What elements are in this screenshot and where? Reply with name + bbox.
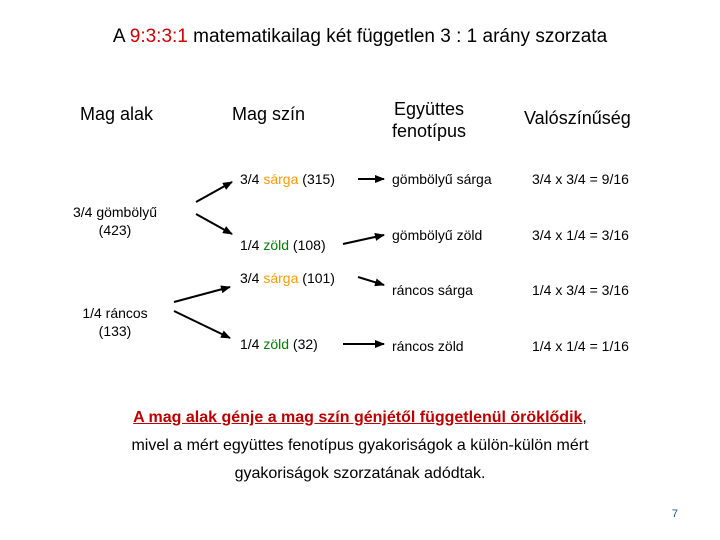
header-seed-shape: Mag alak xyxy=(80,104,154,124)
shape-round-count: (423) xyxy=(98,222,132,238)
title-ratio: 9:3:3:1 xyxy=(129,26,188,47)
shape-wrinkled-text: 1/4 ráncos xyxy=(82,305,148,321)
phenotype-row-2: gömbölyű zöld xyxy=(392,227,483,243)
arrow-round-to-yellow xyxy=(196,182,232,202)
color-count: (108) xyxy=(289,237,326,253)
probability-row-4: 1/4 x 1/4 = 1/16 xyxy=(532,338,629,354)
color-fraction: 3/4 xyxy=(240,270,264,286)
shape-round-text: 3/4 gömbölyű xyxy=(72,204,158,220)
shape-wrinkled-count: (133) xyxy=(98,323,132,339)
header-seed-color: Mag szín xyxy=(232,104,306,124)
header-probability: Valószínűség xyxy=(524,108,631,128)
color-word: zöld xyxy=(263,237,290,253)
conclusion-comma: , xyxy=(582,409,587,426)
arrow-row2-to-phenotype xyxy=(343,235,384,244)
phenotype-row-4: ráncos zöld xyxy=(392,338,464,354)
arrow-round-to-green xyxy=(196,214,232,234)
color-fraction: 1/4 xyxy=(240,336,264,352)
conclusion xyxy=(0,404,720,488)
page-number: 7 xyxy=(671,508,678,520)
color-count: (32) xyxy=(289,336,318,352)
arrow-wrinkled-to-yellow xyxy=(174,287,230,302)
color-count: (101) xyxy=(298,270,335,286)
header-combined-line1: Együttes xyxy=(393,99,465,119)
probability-row-1: 3/4 x 3/4 = 9/16 xyxy=(532,171,629,187)
probability-row-2: 3/4 x 1/4 = 3/16 xyxy=(532,227,629,243)
probability-row-3: 1/4 x 3/4 = 3/16 xyxy=(532,282,629,298)
title-suffix: matematikailag két független 3 : 1 arány szorzata xyxy=(187,26,608,47)
title-prefix: A xyxy=(112,26,130,47)
conclusion-line-2: mivel a mért együttes fenotípus gyakoriságok a külön-külön mért xyxy=(131,437,589,454)
header-combined-line2: fenotípus xyxy=(391,121,467,141)
color-fraction: 1/4 xyxy=(240,237,264,253)
color-fraction: 3/4 xyxy=(240,171,264,187)
conclusion-line-1 xyxy=(0,404,720,432)
conclusion-line-3: gyakoriságok szorzatának adódtak. xyxy=(234,465,486,482)
phenotype-row-3: ráncos sárga xyxy=(392,282,473,298)
phenotype-row-1: gömbölyű sárga xyxy=(392,171,492,187)
arrow-row3-to-phenotype xyxy=(358,277,384,285)
color-count: (315) xyxy=(298,171,335,187)
color-word: sárga xyxy=(263,270,299,286)
color-word: zöld xyxy=(263,336,290,352)
arrow-wrinkled-to-green xyxy=(174,311,230,338)
color-word: sárga xyxy=(263,171,299,187)
conclusion-highlight: A mag alak génje a mag szín génjétől függetlenül öröklődik xyxy=(133,409,583,426)
